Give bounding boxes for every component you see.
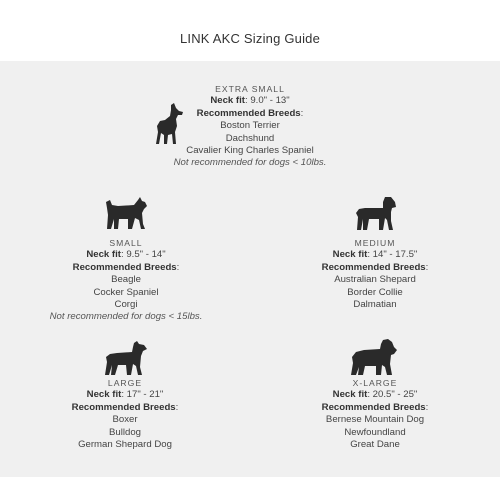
breed-item: Cavalier King Charles Spaniel	[186, 145, 314, 157]
breed-item: Dachshund	[225, 132, 275, 144]
breeds-heading: Recommended Breeds:	[321, 401, 429, 413]
breed-item: Newfoundland	[344, 426, 406, 438]
breed-item: Boxer	[112, 414, 138, 426]
breeds-heading: Recommended Breeds:	[72, 261, 180, 273]
breed-item: Dalmatian	[353, 299, 397, 311]
large-block	[40, 377, 210, 451]
breed-item: Great Dane	[350, 439, 400, 451]
boxer-silhouette-icon	[355, 195, 397, 231]
size-label: LARGE	[107, 378, 143, 388]
shepherd-silhouette-icon	[104, 340, 148, 376]
breeds-heading: Recommended Breeds:	[196, 107, 304, 119]
size-label: EXTRA SMALL	[215, 84, 285, 94]
breed-item: Corgi	[114, 299, 138, 311]
page-title: LINK AKC Sizing Guide	[179, 31, 321, 46]
small-block	[36, 237, 216, 324]
breed-item: Australian Shepard	[334, 274, 416, 286]
breeds-heading: Recommended Breeds:	[321, 261, 429, 273]
neck-fit: Neck fit: 20.5" - 25"	[332, 389, 418, 401]
breed-item: Beagle	[111, 274, 141, 286]
terrier-silhouette-icon	[104, 196, 148, 230]
extra-small-block	[150, 83, 350, 170]
neck-fit: Neck fit: 9.5" - 14"	[86, 249, 166, 261]
size-label: MEDIUM	[354, 238, 396, 248]
weight-note: Not recommended for dogs < 15lbs.	[49, 311, 203, 323]
breed-item: Border Collie	[347, 286, 403, 298]
breed-item: Bulldog	[108, 426, 141, 438]
breed-item: Bernese Mountain Dog	[325, 414, 425, 426]
breeds-heading: Recommended Breeds:	[71, 401, 179, 413]
sizing-panel	[0, 61, 500, 477]
neck-fit: Neck fit: 9.0" - 13"	[210, 95, 290, 107]
neck-fit: Neck fit: 17" - 21"	[86, 389, 164, 401]
size-label: SMALL	[109, 238, 143, 248]
x-large-block	[290, 377, 460, 451]
breed-item: Cocker Spaniel	[93, 286, 159, 298]
fluffy-dog-silhouette-icon	[350, 338, 398, 376]
breed-item: German Shepard Dog	[78, 439, 172, 451]
neck-fit: Neck fit: 14" - 17.5"	[332, 249, 418, 261]
weight-note: Not recommended for dogs < 10lbs.	[173, 157, 327, 169]
breed-item: Boston Terrier	[220, 120, 280, 132]
size-label: X-LARGE	[352, 378, 398, 388]
medium-block	[290, 237, 460, 311]
